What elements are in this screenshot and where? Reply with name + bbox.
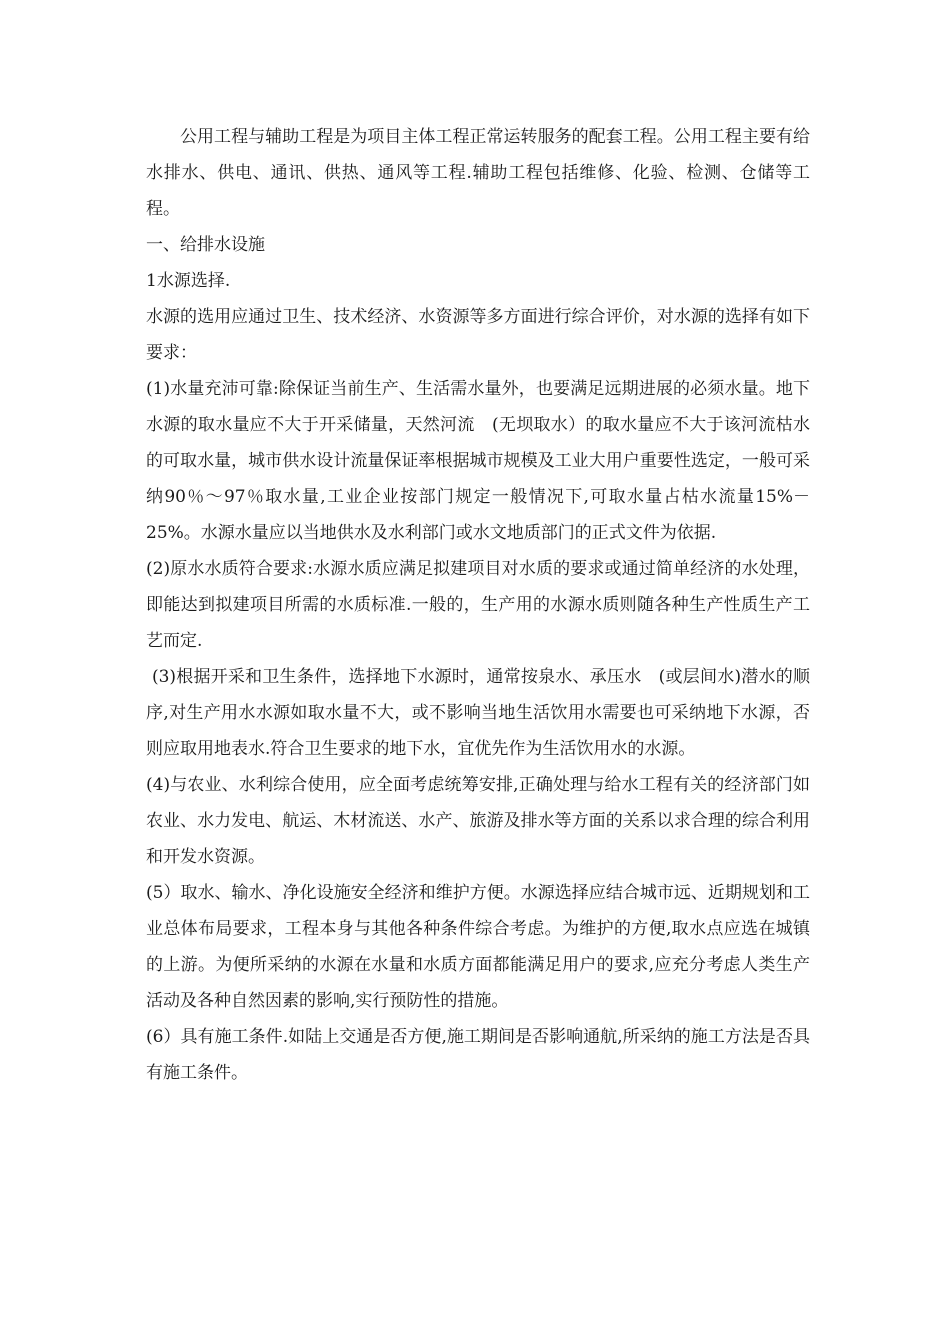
document-body (146, 119, 810, 1091)
requirement-item-2: (2)原水水质符合要求:水源水质应满足拟建项目对水质的要求或通过简单经济的水处理，即能达到拟建项目所需的水质标准.一般的，生产用的水源水质则随各种生产性质生产工艺而定. (146, 559, 810, 651)
requirement-item-4: (4)与农业、水利综合使用，应全面考虑统筹安排,正确处理与给水工程有关的经济部门如农业、水力发电、航运、木材流送、水产、旅游及排水等方面的关系以求合理的综合利用和开发水资源。 (146, 775, 810, 867)
body-paragraph: 水源的选用应通过卫生、技术经济、水资源等多方面进行综合评价，对水源的选择有如下要求： (146, 307, 810, 363)
requirement-item-3: (3)根据开采和卫生条件，选择地下水源时，通常按泉水、承压水 (或层间水)潜水的顺序,对生产用水水源如取水量不大，或不影响当地生活饮用水需要也可采纳地下水源，否则应取用地表水.符合卫生要求的地下水，宜优先作为生活饮用水的水源。 (146, 667, 810, 759)
requirement-item-1: (1)水量充沛可靠:除保证当前生产、生活需水量外，也要满足远期进展的必须水量。地下水源的取水量应不大于开采储量，天然河流 (无坝取水）的取水量应不大于该河流枯水的可取水量，城市供水设计流量保证率根据城市规模及工业大用户重要性选定，一般可采纳90％～97％取水量,工业企业按部门规定一般情况下,可取水量占枯水流量15%－25%。水源水量应以当地供水及水利部门或水文地质部门的正式文件为依据. (146, 379, 810, 543)
intro-paragraph: 公用工程与辅助工程是为项目主体工程正常运转服务的配套工程。公用工程主要有给水排水、供电、通讯、供热、通风等工程.辅助工程包括维修、化验、检测、仓储等工程。 (146, 127, 810, 219)
section-heading: 一、给排水设施 (146, 235, 265, 255)
subsection-heading: 1水源选择. (146, 271, 231, 291)
requirement-item-5: (5）取水、输水、净化设施安全经济和维护方便。水源选择应结合城市远、近期规划和工业总体布局要求，工程本身与其他各种条件综合考虑。为维护的方便,取水点应选在城镇的上游。为便所采纳的水源在水量和水质方面都能满足用户的要求,应充分考虑人类生产活动及各种自然因素的影响,实行预防性的措施。 (146, 883, 810, 1011)
requirement-item-6: (6）具有施工条件.如陆上交通是否方便,施工期间是否影响通航,所采纳的施工方法是否具有施工条件。 (146, 1027, 810, 1083)
